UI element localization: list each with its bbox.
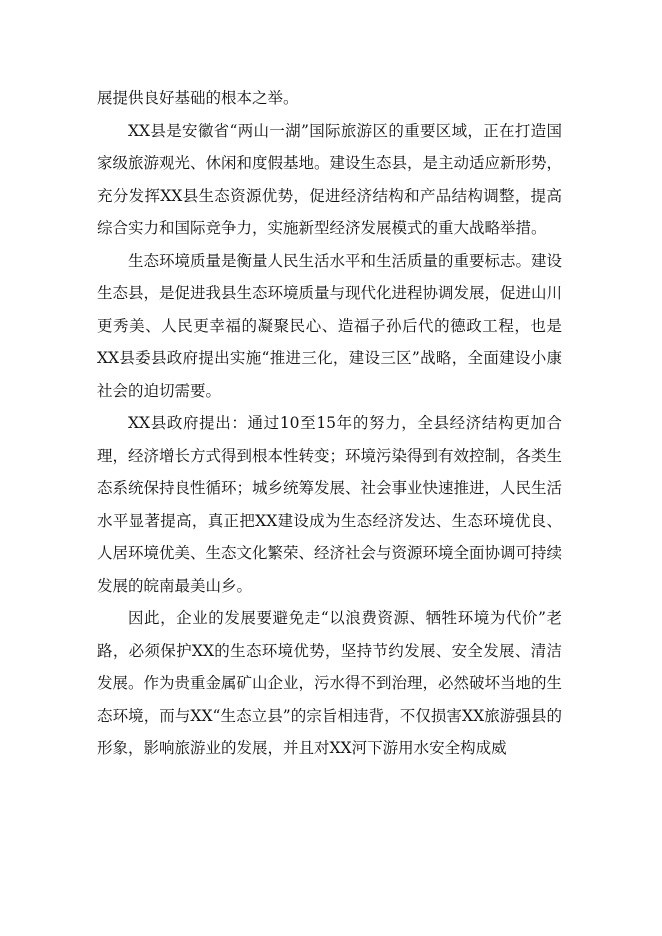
paragraph-continued: 展提供良好基础的根本之举。 (97, 89, 299, 107)
paragraph-environment-quality: 生态环境质量是衡量人民生活水平和生活质量的重要标志。建设生态县，是促进我县生态环境质量与现代化进程协调发展，促进山川更秀美、人民更幸福的凝聚民心、造福子孙后代的德政工程，也是XX县委县政府提出实施“推进三化，建设三区”战略，全面建设小康社会的迫切需要。 (97, 251, 563, 400)
paragraph-tourism-region: XX县是安徽省“两山一湖”国际旅游区的重要区域，正在打造国家级旅游观光、休闲和度假基地。建设生态县，是主动适应新形势，充分发挥XX县生态资源优势，促进经济结构和产品结构调整，提高综合实力和国际竞争力，实施新型经济发展模式的重大战略举措。 (97, 121, 563, 237)
paragraph-government-goals: XX县政府提出：通过10至15年的努力，全县经济结构更加合理，经济增长方式得到根本性转变；环境污染得到有效控制，各类生态系统保持良性循环；城乡统筹发展、社会事业快速推进，人民生活水平显著提高，真正把XX建设成为生态经济发达、生态环境优良、人居环境优美、生态文化繁荣、经济社会与资源环境全面协调可持续发展的皖南最美山乡。 (97, 414, 563, 595)
document-body (97, 82, 562, 765)
paragraph-enterprise-development: 因此，企业的发展要避免走“以浪费资源、牺牲环境为代价”老路，必须保护XX的生态环境优势，坚持节约发展、安全发展、清洁发展。作为贵重金属矿山企业，污水得不到治理，必然破坏当地的生态环境，而与XX“生态立县”的宗旨相违背，不仅损害XX旅游强县的形象，影响旅游业的发展，并且对XX河下游用水安全构成威 (97, 609, 563, 757)
